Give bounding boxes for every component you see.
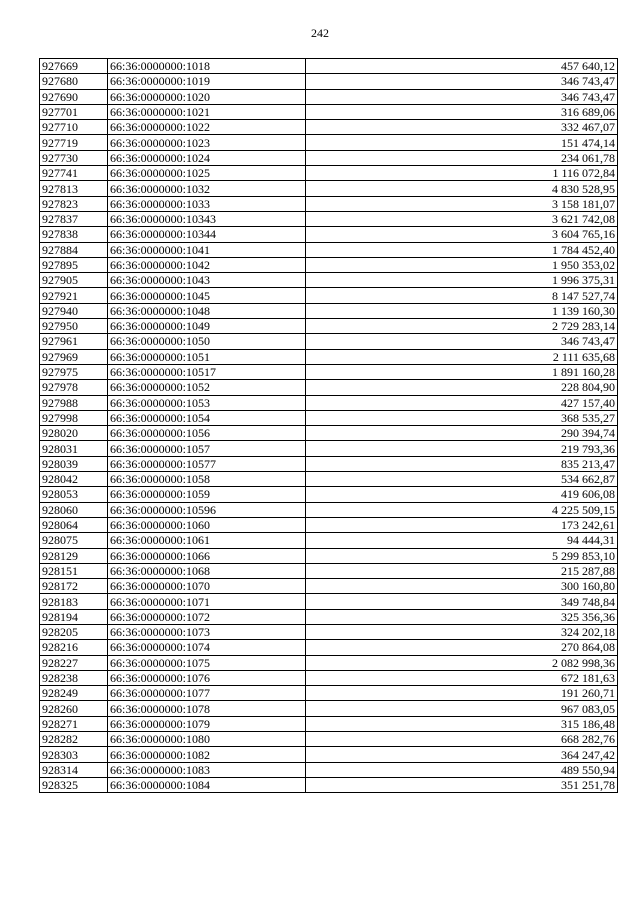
- cadastral-number-cell: 66:36:0000000:1019: [108, 74, 306, 89]
- table-row: [40, 686, 618, 701]
- cadastral-number-cell: 66:36:0000000:1057: [108, 441, 306, 456]
- table-row: [40, 732, 618, 747]
- table-row: [40, 624, 618, 639]
- cadastral-number-cell: 66:36:0000000:1074: [108, 640, 306, 655]
- cadastral-number-cell: 66:36:0000000:1078: [108, 701, 306, 716]
- value-cell: 427 157,40: [306, 395, 618, 410]
- table-row: [40, 762, 618, 777]
- row-id-cell: 928314: [40, 762, 108, 777]
- row-id-cell: 927823: [40, 196, 108, 211]
- value-cell: 346 743,47: [306, 74, 618, 89]
- value-cell: 332 467,07: [306, 120, 618, 135]
- table-row: [40, 502, 618, 517]
- cadastral-number-cell: 66:36:0000000:1073: [108, 624, 306, 639]
- row-id-cell: 927950: [40, 319, 108, 334]
- value-cell: 1 139 160,30: [306, 303, 618, 318]
- value-cell: 346 743,47: [306, 334, 618, 349]
- cadastral-number-cell: 66:36:0000000:10596: [108, 502, 306, 517]
- row-id-cell: 927884: [40, 242, 108, 257]
- row-id-cell: 928042: [40, 472, 108, 487]
- table-row: [40, 303, 618, 318]
- row-id-cell: 927680: [40, 74, 108, 89]
- cadastral-number-cell: 66:36:0000000:1068: [108, 563, 306, 578]
- value-cell: 364 247,42: [306, 747, 618, 762]
- cadastral-number-cell: 66:36:0000000:1058: [108, 472, 306, 487]
- row-id-cell: 928172: [40, 579, 108, 594]
- row-id-cell: 927969: [40, 349, 108, 364]
- cadastral-number-cell: 66:36:0000000:1050: [108, 334, 306, 349]
- table-row: [40, 319, 618, 334]
- table-row: [40, 395, 618, 410]
- cadastral-number-cell: 66:36:0000000:1018: [108, 59, 306, 74]
- value-cell: 1 784 452,40: [306, 242, 618, 257]
- cadastral-number-cell: 66:36:0000000:1083: [108, 762, 306, 777]
- table-row: [40, 609, 618, 624]
- value-cell: 346 743,47: [306, 89, 618, 104]
- row-id-cell: 928216: [40, 640, 108, 655]
- row-id-cell: 928183: [40, 594, 108, 609]
- row-id-cell: 928075: [40, 533, 108, 548]
- cadastral-number-cell: 66:36:0000000:1072: [108, 609, 306, 624]
- table-row: [40, 472, 618, 487]
- row-id-cell: 928194: [40, 609, 108, 624]
- value-cell: 5 299 853,10: [306, 548, 618, 563]
- value-cell: 315 186,48: [306, 716, 618, 731]
- value-cell: 324 202,18: [306, 624, 618, 639]
- value-cell: 4 830 528,95: [306, 181, 618, 196]
- table-row: [40, 89, 618, 104]
- value-cell: 191 260,71: [306, 686, 618, 701]
- cadastral-number-cell: 66:36:0000000:10343: [108, 211, 306, 226]
- cadastral-number-cell: 66:36:0000000:1066: [108, 548, 306, 563]
- table-row: [40, 273, 618, 288]
- cadastral-number-cell: 66:36:0000000:10517: [108, 364, 306, 379]
- table-row: [40, 104, 618, 119]
- cadastral-number-cell: 66:36:0000000:1059: [108, 487, 306, 502]
- value-cell: 300 160,80: [306, 579, 618, 594]
- cadastral-number-cell: 66:36:0000000:1042: [108, 257, 306, 272]
- table-row: [40, 594, 618, 609]
- table-body: [40, 59, 618, 793]
- cadastral-number-cell: 66:36:0000000:1025: [108, 166, 306, 181]
- table-row: [40, 349, 618, 364]
- cadastral-number-cell: 66:36:0000000:1077: [108, 686, 306, 701]
- cadastral-number-cell: 66:36:0000000:1033: [108, 196, 306, 211]
- value-cell: 4 225 509,15: [306, 502, 618, 517]
- value-cell: 234 061,78: [306, 150, 618, 165]
- table-row: [40, 364, 618, 379]
- row-id-cell: 927978: [40, 380, 108, 395]
- table-row: [40, 670, 618, 685]
- cadastral-number-cell: 66:36:0000000:10577: [108, 456, 306, 471]
- value-cell: 2 082 998,36: [306, 655, 618, 670]
- row-id-cell: 927701: [40, 104, 108, 119]
- value-cell: 228 804,90: [306, 380, 618, 395]
- table-row: [40, 59, 618, 74]
- table-row: [40, 135, 618, 150]
- row-id-cell: 927719: [40, 135, 108, 150]
- value-cell: 967 083,05: [306, 701, 618, 716]
- cadastral-number-cell: 66:36:0000000:1051: [108, 349, 306, 364]
- table-row: [40, 701, 618, 716]
- value-cell: 489 550,94: [306, 762, 618, 777]
- value-cell: 3 158 181,07: [306, 196, 618, 211]
- value-cell: 325 356,36: [306, 609, 618, 624]
- table-row: [40, 380, 618, 395]
- row-id-cell: 928053: [40, 487, 108, 502]
- table-row: [40, 579, 618, 594]
- table-row: [40, 426, 618, 441]
- value-cell: 1 996 375,31: [306, 273, 618, 288]
- row-id-cell: 928129: [40, 548, 108, 563]
- row-id-cell: 928031: [40, 441, 108, 456]
- table-row: [40, 563, 618, 578]
- table-row: [40, 487, 618, 502]
- cadastral-number-cell: 66:36:0000000:1075: [108, 655, 306, 670]
- value-cell: 270 864,08: [306, 640, 618, 655]
- row-id-cell: 928064: [40, 517, 108, 532]
- value-cell: 173 242,61: [306, 517, 618, 532]
- cadastral-number-cell: 66:36:0000000:1032: [108, 181, 306, 196]
- value-cell: 2 111 635,68: [306, 349, 618, 364]
- page-number: 242: [311, 26, 329, 40]
- value-cell: 215 287,88: [306, 563, 618, 578]
- value-cell: 534 662,87: [306, 472, 618, 487]
- table-row: [40, 456, 618, 471]
- data-table: [39, 58, 618, 793]
- row-id-cell: 927741: [40, 166, 108, 181]
- table-row: [40, 257, 618, 272]
- table-row: [40, 196, 618, 211]
- value-cell: 3 604 765,16: [306, 227, 618, 242]
- row-id-cell: 927940: [40, 303, 108, 318]
- value-cell: 351 251,78: [306, 777, 618, 792]
- table-row: [40, 166, 618, 181]
- row-id-cell: 927813: [40, 181, 108, 196]
- value-cell: 668 282,76: [306, 732, 618, 747]
- row-id-cell: 928020: [40, 426, 108, 441]
- row-id-cell: 927998: [40, 410, 108, 425]
- cadastral-number-cell: 66:36:0000000:1071: [108, 594, 306, 609]
- row-id-cell: 927730: [40, 150, 108, 165]
- value-cell: 368 535,27: [306, 410, 618, 425]
- row-id-cell: 927905: [40, 273, 108, 288]
- row-id-cell: 927961: [40, 334, 108, 349]
- value-cell: 219 793,36: [306, 441, 618, 456]
- value-cell: 1 116 072,84: [306, 166, 618, 181]
- value-cell: 1 891 160,28: [306, 364, 618, 379]
- cadastral-number-cell: 66:36:0000000:10344: [108, 227, 306, 242]
- row-id-cell: 928249: [40, 686, 108, 701]
- row-id-cell: 927895: [40, 257, 108, 272]
- row-id-cell: 928039: [40, 456, 108, 471]
- row-id-cell: 928227: [40, 655, 108, 670]
- row-id-cell: 928238: [40, 670, 108, 685]
- row-id-cell: 927710: [40, 120, 108, 135]
- row-id-cell: 927975: [40, 364, 108, 379]
- row-id-cell: 928271: [40, 716, 108, 731]
- cadastral-number-cell: 66:36:0000000:1023: [108, 135, 306, 150]
- row-id-cell: 927988: [40, 395, 108, 410]
- cadastral-number-cell: 66:36:0000000:1061: [108, 533, 306, 548]
- cadastral-number-cell: 66:36:0000000:1020: [108, 89, 306, 104]
- row-id-cell: 927921: [40, 288, 108, 303]
- cadastral-number-cell: 66:36:0000000:1049: [108, 319, 306, 334]
- cadastral-number-cell: 66:36:0000000:1076: [108, 670, 306, 685]
- table-row: [40, 548, 618, 563]
- value-cell: 94 444,31: [306, 533, 618, 548]
- value-cell: 457 640,12: [306, 59, 618, 74]
- cadastral-number-cell: 66:36:0000000:1070: [108, 579, 306, 594]
- table-row: [40, 211, 618, 226]
- cadastral-number-cell: 66:36:0000000:1053: [108, 395, 306, 410]
- table-row: [40, 716, 618, 731]
- value-cell: 2 729 283,14: [306, 319, 618, 334]
- row-id-cell: 928303: [40, 747, 108, 762]
- cadastral-number-cell: 66:36:0000000:1082: [108, 747, 306, 762]
- value-cell: 3 621 742,08: [306, 211, 618, 226]
- value-cell: 8 147 527,74: [306, 288, 618, 303]
- cadastral-number-cell: 66:36:0000000:1054: [108, 410, 306, 425]
- table-row: [40, 655, 618, 670]
- table-row: [40, 227, 618, 242]
- cadastral-number-cell: 66:36:0000000:1045: [108, 288, 306, 303]
- cadastral-number-cell: 66:36:0000000:1052: [108, 380, 306, 395]
- table-row: [40, 640, 618, 655]
- value-cell: 835 213,47: [306, 456, 618, 471]
- row-id-cell: 927669: [40, 59, 108, 74]
- row-id-cell: 928060: [40, 502, 108, 517]
- row-id-cell: 927838: [40, 227, 108, 242]
- row-id-cell: 928205: [40, 624, 108, 639]
- row-id-cell: 928260: [40, 701, 108, 716]
- table-row: [40, 441, 618, 456]
- table-row: [40, 74, 618, 89]
- cadastral-number-cell: 66:36:0000000:1080: [108, 732, 306, 747]
- cadastral-number-cell: 66:36:0000000:1079: [108, 716, 306, 731]
- value-cell: 672 181,63: [306, 670, 618, 685]
- cadastral-number-cell: 66:36:0000000:1056: [108, 426, 306, 441]
- row-id-cell: 928325: [40, 777, 108, 792]
- table-row: [40, 517, 618, 532]
- row-id-cell: 927690: [40, 89, 108, 104]
- row-id-cell: 927837: [40, 211, 108, 226]
- value-cell: 1 950 353,02: [306, 257, 618, 272]
- cadastral-number-cell: 66:36:0000000:1043: [108, 273, 306, 288]
- row-id-cell: 928282: [40, 732, 108, 747]
- value-cell: 290 394,74: [306, 426, 618, 441]
- cadastral-number-cell: 66:36:0000000:1084: [108, 777, 306, 792]
- value-cell: 316 689,06: [306, 104, 618, 119]
- cadastral-number-cell: 66:36:0000000:1024: [108, 150, 306, 165]
- cadastral-number-cell: 66:36:0000000:1041: [108, 242, 306, 257]
- cadastral-number-cell: 66:36:0000000:1022: [108, 120, 306, 135]
- table-row: [40, 747, 618, 762]
- value-cell: 151 474,14: [306, 135, 618, 150]
- table-row: [40, 777, 618, 792]
- value-cell: 349 748,84: [306, 594, 618, 609]
- row-id-cell: 928151: [40, 563, 108, 578]
- cadastral-number-cell: 66:36:0000000:1021: [108, 104, 306, 119]
- table-row: [40, 410, 618, 425]
- table-row: [40, 334, 618, 349]
- table-row: [40, 120, 618, 135]
- cadastral-number-cell: 66:36:0000000:1048: [108, 303, 306, 318]
- table-row: [40, 533, 618, 548]
- cadastral-number-cell: 66:36:0000000:1060: [108, 517, 306, 532]
- table-row: [40, 181, 618, 196]
- table-row: [40, 242, 618, 257]
- table-row: [40, 288, 618, 303]
- table-row: [40, 150, 618, 165]
- value-cell: 419 606,08: [306, 487, 618, 502]
